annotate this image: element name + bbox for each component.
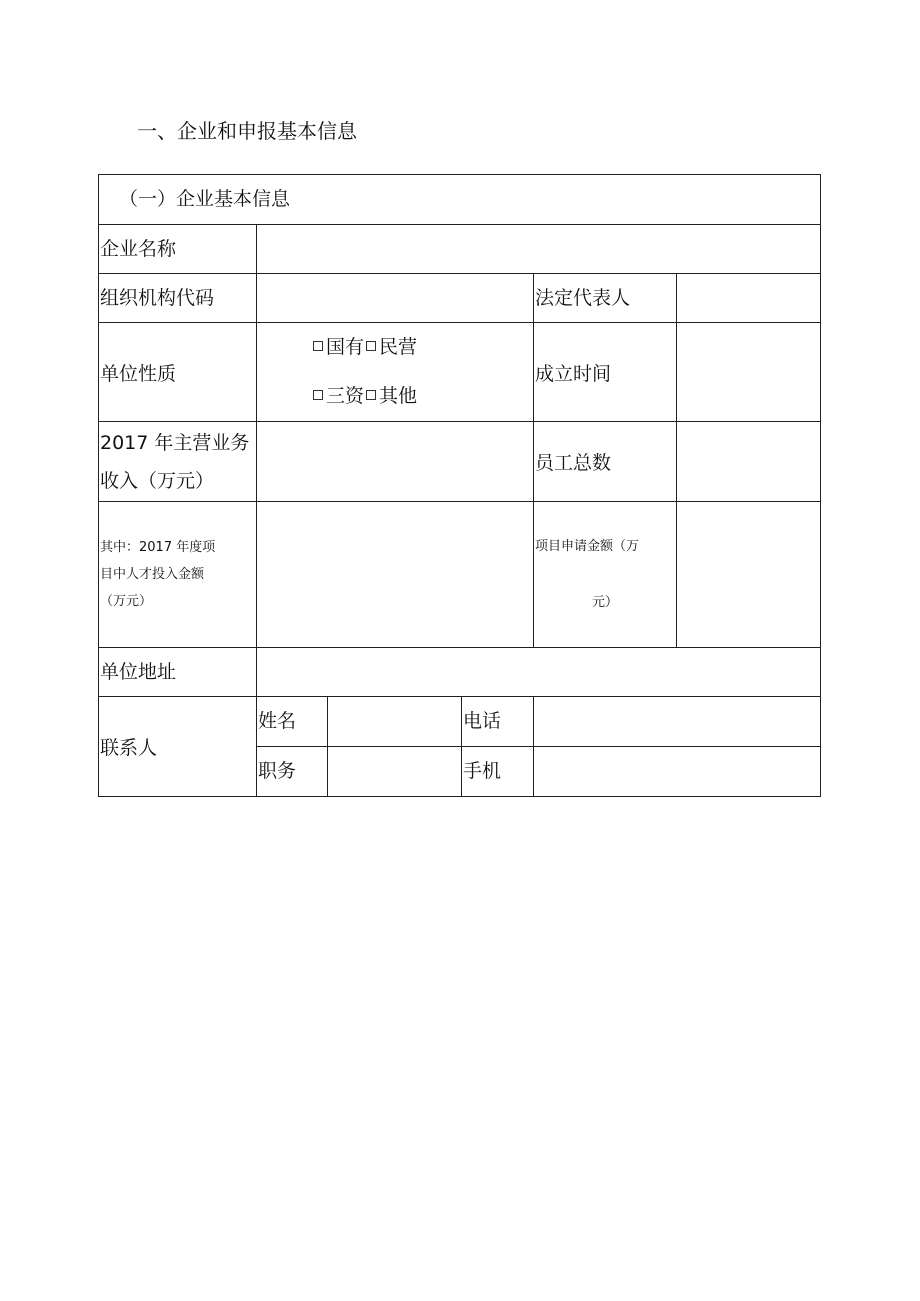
section-heading: 一、企业和申报基本信息 [137,119,357,143]
name-label: 姓名 [258,710,297,732]
apply-amount-label-line-1: 项目申请金额（万 [535,538,640,554]
row-talent-investment [99,502,821,648]
revenue-label-cell [99,422,257,502]
apply-amount-input[interactable] [677,502,821,648]
employees-input[interactable] [677,422,821,502]
mobile-input[interactable] [534,747,821,797]
revenue-label-line-2: 收入（万元） [100,469,215,492]
position-label: 职务 [258,760,297,782]
address-input[interactable] [257,648,821,697]
apply-amount-label-line-2: 元） [591,594,618,610]
company-name-input[interactable] [257,225,821,274]
row-section-title [99,175,821,225]
private-label: 民营 [379,336,418,358]
legal-rep-label: 法定代表人 [535,286,631,309]
org-code-label: 组织机构代码 [100,286,215,309]
established-label-cell [534,323,677,422]
phone-label: 电话 [463,710,502,732]
talent-label-cell [99,502,257,648]
row-address [99,648,821,697]
revenue-input[interactable] [257,422,534,502]
state-owned-checkbox[interactable] [313,341,323,351]
other-checkbox[interactable] [366,390,376,400]
established-label: 成立时间 [535,362,612,385]
talent-label-line-1: 其中：2017 年度项 [100,540,216,555]
mobile-label: 手机 [463,760,502,782]
row-org-code [99,274,821,323]
talent-label-line-3: （万元） [100,594,153,609]
foreign-funded-label: 三资 [326,385,365,407]
company-name-label: 企业名称 [100,237,177,260]
state-owned-label: 国有 [326,336,365,358]
apply-amount-label-cell [534,502,677,648]
nature-options-line-1 [257,323,533,372]
row-revenue [99,422,821,502]
position-label-cell [257,747,328,797]
address-label-cell [99,648,257,697]
row-unit-nature [99,323,821,422]
contact-label: 联系人 [100,737,158,759]
enterprise-info-table [98,174,821,797]
row-contact-1 [99,697,821,747]
foreign-funded-checkbox[interactable] [313,390,323,400]
name-label-cell [257,697,328,747]
employees-label-cell [534,422,677,502]
row-company-name [99,225,821,274]
private-checkbox[interactable] [366,341,376,351]
org-code-label-cell [99,274,257,323]
unit-nature-options-cell [257,323,534,422]
section-title-cell [99,175,821,225]
name-input[interactable] [328,697,462,747]
employees-label: 员工总数 [535,452,612,474]
phone-input[interactable] [534,697,821,747]
talent-input[interactable] [257,502,534,648]
legal-rep-label-cell [534,274,677,323]
section-title: （一）企业基本信息 [119,187,291,210]
phone-label-cell [462,697,534,747]
legal-rep-input[interactable] [677,274,821,323]
unit-nature-label-cell [99,323,257,422]
org-code-input[interactable] [257,274,534,323]
revenue-label-line-1: 2017 年主营业务 [100,431,250,454]
established-input[interactable] [677,323,821,422]
nature-options-line-2 [257,372,533,421]
other-label: 其他 [379,385,418,407]
talent-label-line-2: 目中人才投入金额 [100,567,205,582]
mobile-label-cell [462,747,534,797]
address-label: 单位地址 [100,660,177,683]
company-name-label-cell [99,225,257,274]
unit-nature-label: 单位性质 [100,362,177,385]
contact-label-cell [99,697,257,797]
position-input[interactable] [328,747,462,797]
